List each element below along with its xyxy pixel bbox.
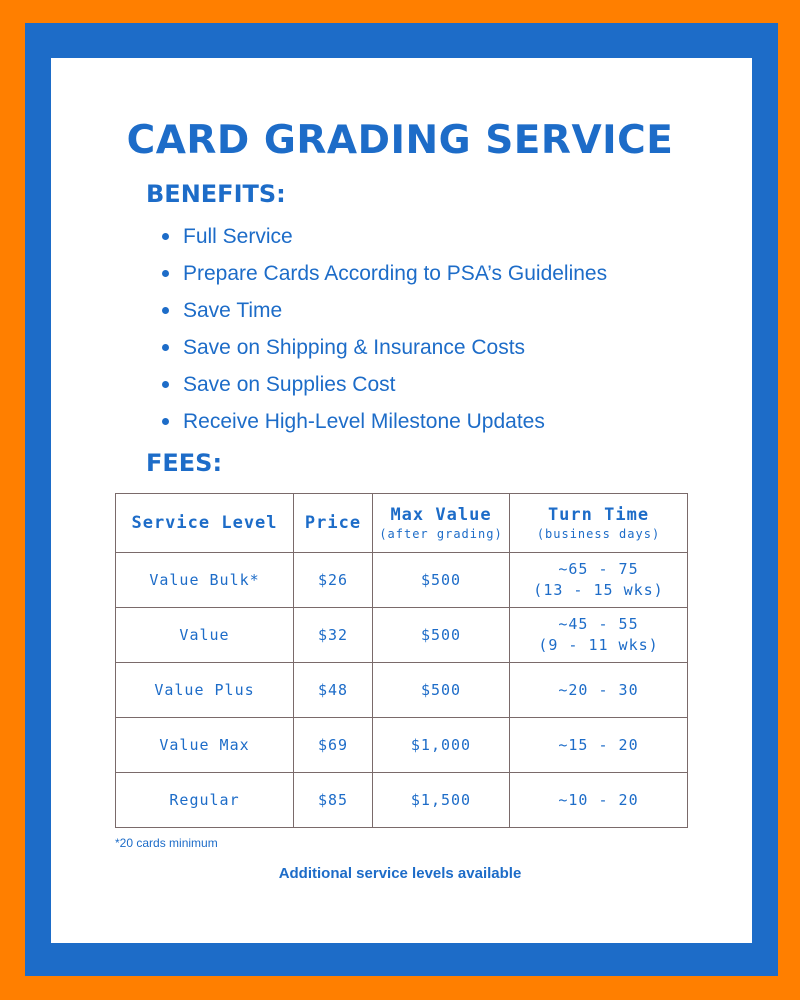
column-header-turn-time <box>510 494 688 553</box>
turn-time-weeks: (13 - 15 wks) <box>533 581 664 599</box>
max-value-cell: $1,500 <box>373 773 510 828</box>
price-cell: $48 <box>294 663 373 718</box>
list-item <box>160 218 607 255</box>
list-item <box>160 255 607 292</box>
benefit-label: Receive High-Level Milestone Updates <box>183 409 545 433</box>
benefit-label: Prepare Cards According to PSA’s Guidelines <box>183 261 608 285</box>
column-header-sublabel: (business days) <box>536 527 661 541</box>
max-value-cell: $1,000 <box>373 718 510 773</box>
benefit-label: Save Time <box>183 298 283 322</box>
table-row <box>116 553 688 608</box>
max-value-cell: $500 <box>373 663 510 718</box>
column-header-sublabel: (after grading) <box>379 527 503 541</box>
bullet-icon <box>162 418 169 425</box>
footnote: *20 cards minimum <box>115 836 218 850</box>
service-level-cell: Regular <box>116 773 294 828</box>
service-level-cell: Value <box>116 608 294 663</box>
table-row <box>116 773 688 828</box>
column-header-label: Max Value <box>390 505 492 525</box>
turn-time-weeks: (9 - 11 wks) <box>538 636 659 654</box>
bullet-icon <box>162 307 169 314</box>
turn-time-days: ~45 - 55 <box>558 615 639 633</box>
column-header-label: Service Level <box>131 513 278 533</box>
turn-time-cell <box>510 553 688 608</box>
table-row <box>116 718 688 773</box>
turn-time-cell: ~15 - 20 <box>510 718 688 773</box>
bullet-icon <box>162 344 169 351</box>
benefit-label: Save on Supplies Cost <box>183 372 396 396</box>
column-header-label: Turn Time <box>547 505 650 525</box>
benefit-label: Full Service <box>183 224 293 248</box>
price-cell: $26 <box>294 553 373 608</box>
list-item <box>160 329 607 366</box>
column-header-price <box>294 494 373 553</box>
page-title: CARD GRADING SERVICE <box>126 118 674 163</box>
bullet-icon <box>162 381 169 388</box>
max-value-cell: $500 <box>373 608 510 663</box>
price-cell: $85 <box>294 773 373 828</box>
table-row <box>116 608 688 663</box>
turn-time-cell: ~20 - 30 <box>510 663 688 718</box>
fees-table <box>115 493 688 828</box>
service-level-cell: Value Max <box>116 718 294 773</box>
list-item <box>160 292 607 329</box>
service-level-cell: Value Plus <box>116 663 294 718</box>
price-cell: $69 <box>294 718 373 773</box>
column-header-label: Price <box>304 513 362 533</box>
benefits-list <box>160 218 607 440</box>
fees-heading: FEES: <box>146 449 223 477</box>
turn-time-days: ~65 - 75 <box>558 560 639 578</box>
bullet-icon <box>162 233 169 240</box>
price-cell: $32 <box>294 608 373 663</box>
bullet-icon <box>162 270 169 277</box>
column-header-service-level <box>116 494 294 553</box>
turn-time-cell: ~10 - 20 <box>510 773 688 828</box>
turn-time-cell <box>510 608 688 663</box>
benefit-label: Save on Shipping & Insurance Costs <box>183 335 526 359</box>
list-item <box>160 403 607 440</box>
max-value-cell: $500 <box>373 553 510 608</box>
list-item <box>160 366 607 403</box>
column-header-max-value <box>373 494 510 553</box>
service-level-cell: Value Bulk* <box>116 553 294 608</box>
table-header-row <box>116 494 688 553</box>
benefits-heading: BENEFITS: <box>146 180 286 208</box>
additional-note: Additional service levels available <box>278 865 522 882</box>
table-row <box>116 663 688 718</box>
